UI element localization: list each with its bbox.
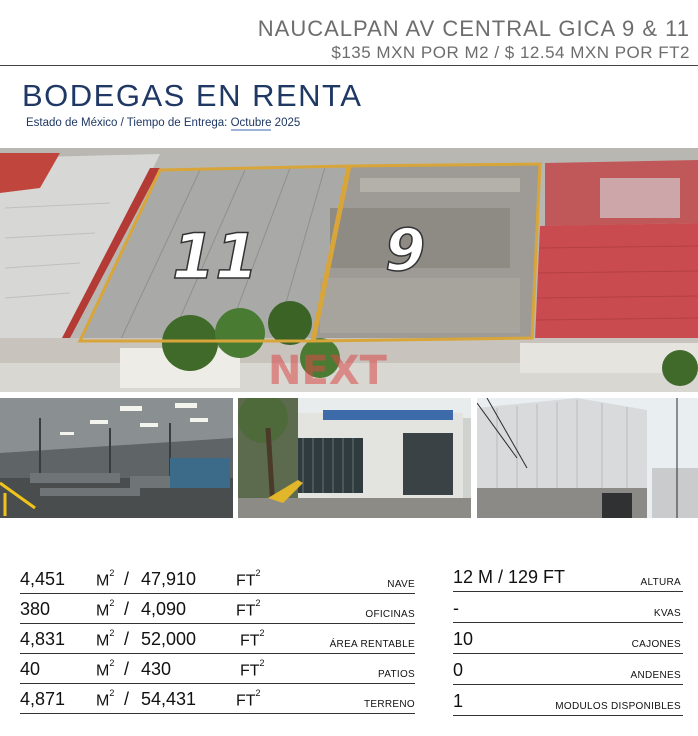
spec-m2-value: 4,871 (20, 689, 66, 709)
spec-row-terreno (20, 684, 415, 714)
ft2-unit: $FT^2$ (240, 627, 265, 649)
spec-label: TERRENO (364, 699, 415, 710)
aerial-photo (0, 148, 698, 392)
interior-photo (0, 398, 233, 518)
row-divider (453, 653, 683, 654)
m2-unit: $M^2$ (96, 627, 115, 649)
spec-value: 10 (453, 629, 474, 649)
ft2-unit: $FT^2$ (236, 687, 261, 709)
spec-row-cajones (453, 624, 683, 654)
subtitle-year: 2025 (271, 117, 301, 129)
spec-ft2-value: 52,000 (141, 629, 197, 649)
m2-unit: $M^2$ (96, 687, 115, 709)
label-building-9: 9 (385, 216, 426, 284)
spec-row-area-rentable (20, 624, 415, 654)
spec-label: KVAS (653, 608, 681, 619)
spec-row-patios (20, 654, 415, 684)
property-title: NAUCALPAN AV CENTRAL GICA 9 & 11 (257, 16, 690, 41)
subtitle-month: Octubre (230, 117, 272, 129)
unit-slash: / (124, 629, 130, 649)
page-title: BODEGAS EN RENTA (22, 78, 363, 113)
row-divider (453, 715, 683, 716)
entrance-photo (238, 398, 471, 518)
header-divider (0, 65, 698, 66)
spec-label: ANDENES (630, 670, 681, 681)
spec-ft2-value: 430 (141, 659, 172, 679)
spec-label: MODULOS DISPONIBLES (555, 701, 681, 712)
spec-row-altura (453, 562, 683, 592)
watermark-logo: NEXT (268, 348, 387, 392)
spec-label: NAVE (387, 579, 415, 590)
spec-label: CAJONES (631, 639, 681, 650)
spec-value: - (453, 598, 459, 618)
m2-unit: $M^2$ (96, 657, 115, 679)
ft2-unit: $FT^2$ (236, 597, 261, 619)
spec-m2-value: 380 (20, 599, 51, 619)
exterior-photo (477, 398, 698, 518)
spec-ft2-value: 4,090 (141, 599, 187, 619)
spec-label: ÁREA RENTABLE (329, 639, 415, 650)
m2-unit: $M^2$ (96, 567, 115, 589)
row-divider (453, 591, 683, 592)
spec-value: 1 (453, 691, 464, 711)
spec-label: OFICINAS (365, 609, 415, 620)
price-line: $135 MXN POR M2 / $ 12.54 MXN POR FT2 (331, 43, 690, 62)
spec-row-kvas (453, 593, 683, 623)
unit-slash: / (124, 689, 130, 709)
unit-slash: / (124, 659, 130, 679)
spec-row-andenes (453, 655, 683, 685)
spec-row-oficinas (20, 594, 415, 624)
spec-value: 0 (453, 660, 464, 680)
spec-label: PATIOS (378, 669, 415, 680)
subtitle (26, 117, 300, 129)
spec-row-nave (20, 564, 415, 594)
row-divider (20, 713, 415, 714)
spec-ft2-value: 54,431 (141, 689, 197, 709)
ft2-unit: $FT^2$ (240, 657, 265, 679)
row-divider (453, 684, 683, 685)
header (0, 0, 698, 66)
unit-slash: / (124, 599, 130, 619)
spec-m2-value: 4,831 (20, 629, 66, 649)
m2-unit: $M^2$ (96, 597, 115, 619)
specs-table (0, 560, 698, 720)
spec-value: 12 M / 129 FT (453, 567, 566, 587)
label-building-11: 11 (172, 220, 259, 293)
spec-ft2-value: 47,910 (141, 569, 197, 589)
spec-row-modulos (453, 686, 683, 716)
subtitle-prefix: Estado de México / Tiempo de Entrega: (26, 117, 231, 129)
unit-slash: / (124, 569, 130, 589)
ft2-unit: $FT^2$ (236, 567, 261, 589)
row-divider (453, 622, 683, 623)
spec-m2-value: 40 (20, 659, 41, 679)
spec-label: ALTURA (640, 577, 681, 588)
spec-m2-value: 4,451 (20, 569, 66, 589)
